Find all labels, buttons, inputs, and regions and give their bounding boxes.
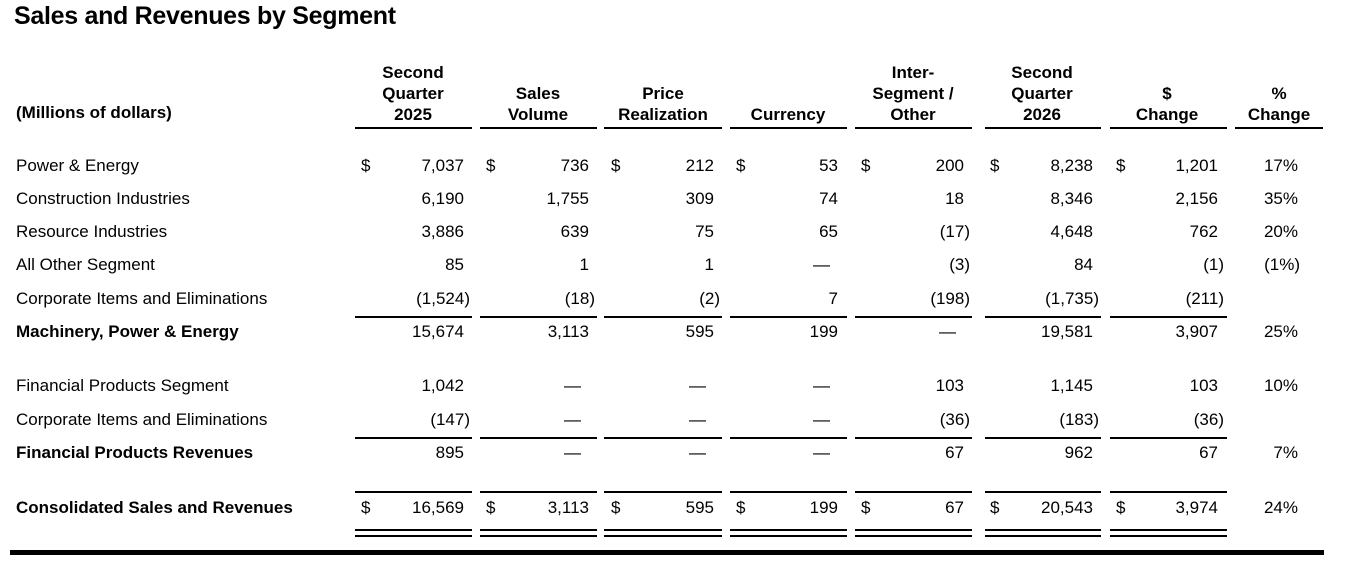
column-header-line: $	[1162, 84, 1172, 103]
column-header-line: 2026	[1023, 105, 1061, 124]
cell-value: 67	[945, 498, 964, 517]
percent-change: (1%)	[1264, 255, 1300, 274]
column-header-line: Price	[642, 84, 684, 103]
cell-value: (2)	[699, 289, 720, 308]
row-label: Construction Industries	[16, 189, 190, 208]
column-header-line: Quarter	[1011, 84, 1073, 103]
total-rule	[480, 529, 597, 531]
total-rule	[1110, 316, 1227, 318]
total-rule	[1110, 535, 1227, 537]
total-rule	[480, 491, 597, 493]
header-underline	[855, 127, 972, 129]
empty-value-dash: —	[689, 410, 706, 429]
currency-symbol: $	[1116, 498, 1126, 517]
currency-symbol: $	[361, 498, 371, 517]
bottom-rule	[10, 550, 1324, 555]
column-header-sales_volume	[468, 61, 608, 125]
row-label: Financial Products Revenues	[16, 443, 254, 462]
column-header-q2_2026	[972, 61, 1112, 125]
cell-value: 595	[685, 322, 714, 341]
percent-change: 35%	[1263, 189, 1298, 208]
total-rule	[985, 316, 1101, 318]
cell-value: (211)	[1185, 289, 1224, 308]
cell-value: 84	[1074, 255, 1093, 274]
total-rule	[604, 529, 722, 531]
column-header-line: %	[1271, 84, 1287, 103]
column-header-line: Volume	[507, 105, 569, 124]
column-header-line: 2025	[394, 105, 432, 124]
column-header-line: Realization	[618, 105, 708, 124]
stub-header: (Millions of dollars)	[16, 103, 172, 122]
cell-value: 67	[1199, 443, 1218, 462]
empty-value-dash: —	[564, 376, 581, 395]
percent-change: 7%	[1273, 443, 1298, 462]
cell-value: 8,346	[1050, 189, 1093, 208]
cell-value: 3,113	[547, 322, 589, 341]
column-header-line: Sales	[515, 84, 561, 103]
currency-symbol: $	[611, 498, 621, 517]
row-label: Machinery, Power & Energy	[16, 322, 239, 341]
cell-value: (17)	[939, 222, 970, 241]
cell-value: 67	[945, 443, 964, 462]
cell-value: 1,042	[421, 376, 464, 395]
cell-value: (36)	[939, 410, 970, 429]
total-rule	[985, 491, 1101, 493]
total-rule	[355, 316, 472, 318]
empty-value-dash: —	[689, 443, 706, 462]
header-underline	[1235, 127, 1323, 129]
cell-value: 3,974	[1175, 498, 1218, 517]
row-label: Corporate Items and Eliminations	[16, 289, 268, 308]
column-header-q2_2025	[343, 61, 483, 125]
total-rule	[355, 535, 472, 537]
cell-value: (1,524)	[416, 289, 470, 308]
currency-symbol: $	[361, 156, 371, 175]
total-rule	[604, 316, 722, 318]
cell-value: 200	[935, 156, 964, 175]
cell-value: 15,674	[412, 322, 464, 341]
percent-change: 10%	[1263, 376, 1298, 395]
cell-value: (18)	[564, 289, 595, 308]
cell-value: 3,907	[1175, 322, 1218, 341]
page-title: Sales and Revenues by Segment	[14, 2, 396, 30]
cell-value: 3,113	[547, 498, 589, 517]
table-row	[0, 495, 1355, 521]
total-rule	[855, 491, 972, 493]
total-rule	[730, 535, 847, 537]
cell-value: 212	[685, 156, 714, 175]
cell-value: 639	[560, 222, 589, 241]
currency-symbol: $	[1116, 156, 1126, 175]
total-rule	[855, 316, 972, 318]
row-label: Consolidated Sales and Revenues	[16, 498, 293, 517]
cell-value: 74	[819, 189, 838, 208]
total-rule	[604, 491, 722, 493]
cell-value: 7,037	[421, 156, 464, 175]
percent-change: 24%	[1263, 498, 1298, 517]
row-label: Power & Energy	[16, 156, 139, 175]
percent-change: 25%	[1263, 322, 1298, 341]
cell-value: (1,735)	[1045, 289, 1099, 308]
column-header-line: Second	[1011, 63, 1073, 82]
cell-value: 16,569	[412, 498, 464, 517]
currency-symbol: $	[486, 498, 496, 517]
cell-value: 895	[435, 443, 464, 462]
currency-symbol: $	[990, 156, 1000, 175]
total-rule	[985, 437, 1101, 439]
cell-value: 199	[809, 498, 838, 517]
cell-value: 20,543	[1041, 498, 1093, 517]
currency-symbol: $	[990, 498, 1000, 517]
row-label: All Other Segment	[16, 255, 155, 274]
column-header-inter_segment	[843, 61, 983, 125]
cell-value: (183)	[1059, 410, 1099, 429]
table-row	[0, 407, 1355, 433]
total-rule	[1110, 491, 1227, 493]
total-rule	[855, 535, 972, 537]
header-underline	[1110, 127, 1227, 129]
cell-value: 1,145	[1050, 376, 1093, 395]
total-rule	[355, 491, 472, 493]
table-row	[0, 373, 1355, 399]
empty-value-dash: —	[813, 255, 830, 274]
column-header-line: Second	[382, 63, 444, 82]
empty-value-dash: —	[813, 410, 830, 429]
header-underline	[985, 127, 1101, 129]
total-rule	[730, 529, 847, 531]
table-row	[0, 286, 1355, 312]
currency-symbol: $	[736, 498, 746, 517]
empty-value-dash: —	[689, 376, 706, 395]
header-underline	[604, 127, 722, 129]
column-header-line: Change	[1135, 105, 1199, 124]
cell-value: 3,886	[421, 222, 464, 241]
header-underline	[480, 127, 597, 129]
total-rule	[604, 535, 722, 537]
currency-symbol: $	[861, 498, 871, 517]
column-header-line: Currency	[750, 105, 826, 124]
row-label: Resource Industries	[16, 222, 168, 241]
cell-value: (3)	[949, 255, 970, 274]
column-header-price_realization	[593, 61, 733, 125]
table-row	[0, 186, 1355, 212]
cell-value: 8,238	[1050, 156, 1093, 175]
header-underline	[730, 127, 847, 129]
percent-change: 17%	[1263, 156, 1298, 175]
cell-value: (36)	[1193, 410, 1224, 429]
cell-value: 199	[809, 322, 838, 341]
table-row	[0, 219, 1355, 245]
cell-value: 762	[1189, 222, 1218, 241]
table-row	[0, 153, 1355, 179]
cell-value: 1	[704, 255, 714, 274]
cell-value: 309	[685, 189, 714, 208]
total-rule	[855, 529, 972, 531]
total-rule	[1110, 437, 1227, 439]
row-label: Corporate Items and Eliminations	[16, 410, 268, 429]
cell-value: 7	[828, 289, 838, 308]
cell-value: 53	[819, 156, 838, 175]
empty-value-dash: —	[813, 376, 830, 395]
row-label: Financial Products Segment	[16, 376, 229, 395]
column-header-line: Inter-	[891, 63, 935, 82]
empty-value-dash: —	[564, 443, 581, 462]
cell-value: 1,755	[546, 189, 589, 208]
currency-symbol: $	[611, 156, 621, 175]
cell-value: 103	[935, 376, 964, 395]
cell-value: 1,201	[1175, 156, 1218, 175]
column-header-line: Quarter	[382, 84, 444, 103]
cell-value: 19,581	[1041, 322, 1093, 341]
cell-value: 103	[1189, 376, 1218, 395]
cell-value: 85	[445, 255, 464, 274]
cell-value: 6,190	[421, 189, 464, 208]
column-header-line: Change	[1247, 105, 1311, 124]
cell-value: 736	[560, 156, 589, 175]
table-row	[0, 252, 1355, 278]
cell-value: 1	[579, 255, 589, 274]
cell-value: 595	[685, 498, 714, 517]
currency-symbol: $	[861, 156, 871, 175]
table-row	[0, 319, 1355, 345]
percent-change: 20%	[1263, 222, 1298, 241]
total-rule	[985, 529, 1101, 531]
cell-value: (198)	[930, 289, 970, 308]
total-rule	[730, 316, 847, 318]
empty-value-dash: —	[939, 322, 956, 341]
column-header-currency	[718, 61, 858, 125]
total-rule	[855, 437, 972, 439]
cell-value: 18	[945, 189, 964, 208]
column-header-line: Segment /	[872, 84, 954, 103]
empty-value-dash: —	[564, 410, 581, 429]
empty-value-dash: —	[813, 443, 830, 462]
total-rule	[355, 437, 472, 439]
cell-value: 75	[695, 222, 714, 241]
table-row	[0, 440, 1355, 466]
total-rule	[1110, 529, 1227, 531]
total-rule	[730, 491, 847, 493]
total-rule	[480, 316, 597, 318]
cell-value: (1)	[1203, 255, 1224, 274]
cell-value: (147)	[430, 410, 470, 429]
total-rule	[480, 535, 597, 537]
cell-value: 962	[1064, 443, 1093, 462]
header-underline	[355, 127, 472, 129]
total-rule	[730, 437, 847, 439]
total-rule	[480, 437, 597, 439]
cell-value: 65	[819, 222, 838, 241]
column-header-line: Other	[890, 105, 936, 124]
total-rule	[604, 437, 722, 439]
column-header-pct_change	[1209, 61, 1349, 125]
total-rule	[355, 529, 472, 531]
currency-symbol: $	[736, 156, 746, 175]
cell-value: 4,648	[1050, 222, 1093, 241]
total-rule	[985, 535, 1101, 537]
cell-value: 2,156	[1175, 189, 1218, 208]
currency-symbol: $	[486, 156, 496, 175]
